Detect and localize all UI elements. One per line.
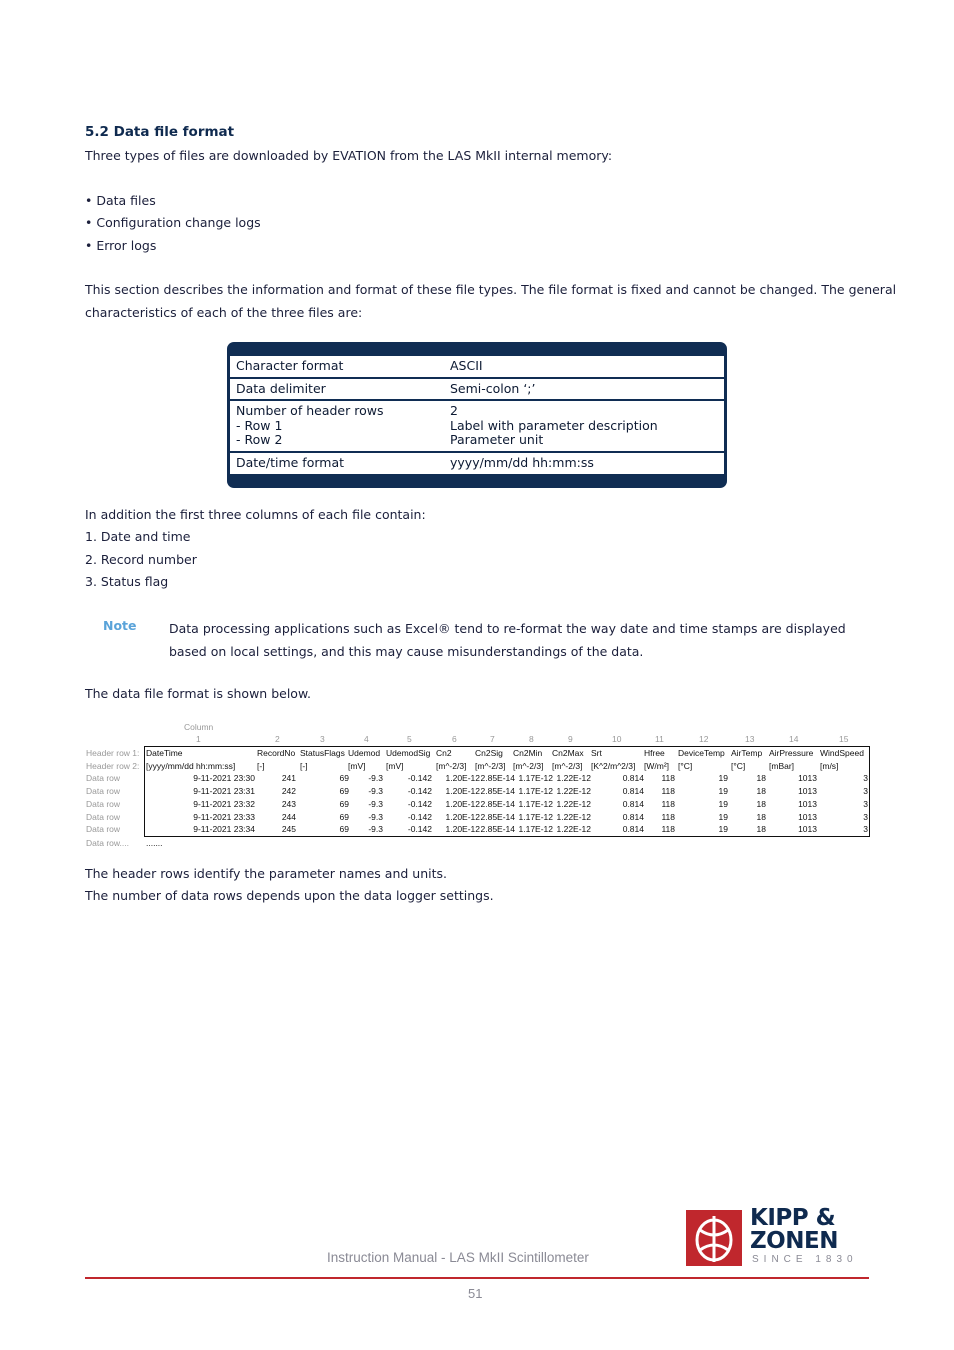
unit-cell: [°C] (731, 761, 746, 771)
column-number: 8 (529, 734, 534, 744)
data-cell: 69 (339, 812, 349, 822)
data-cell: 1.20E-12 (445, 773, 480, 783)
table-row (230, 356, 724, 379)
header-cell: Srt (591, 748, 602, 758)
data-cell: 18 (756, 773, 766, 783)
data-cell: 0.814 (622, 786, 644, 796)
unit-cell: [W/m²] (644, 761, 670, 771)
data-cell: 69 (339, 824, 349, 834)
description-line: characteristics of each of the three files are: (85, 305, 363, 320)
data-cell: 18 (756, 799, 766, 809)
sheet-grid (144, 746, 870, 837)
data-cell: 242 (281, 786, 296, 796)
row-label: Data row (86, 799, 121, 809)
table-value: Semi-colon ‘;’ (450, 381, 536, 396)
data-cell: 1013 (798, 786, 817, 796)
table-key: Number of header rows (236, 403, 384, 418)
table-row (230, 453, 724, 474)
table-value: ASCII (450, 358, 483, 373)
data-cell: 1.17E-12 (518, 786, 553, 796)
unit-cell: [m^-2/3] (513, 761, 544, 771)
logo-line: KIPP & (750, 1205, 836, 1231)
note-label: Note (103, 618, 137, 633)
list-item: 1. Date and time (85, 529, 191, 544)
data-cell: 3 (863, 812, 868, 822)
row-label: Data row (86, 812, 121, 822)
kipp-zonen-logo-icon (686, 1210, 742, 1266)
unit-cell: [mBar] (769, 761, 795, 771)
header-cell: AirPressure (769, 748, 814, 758)
header-cell: WindSpeed (820, 748, 864, 758)
data-cell: 1013 (798, 773, 817, 783)
data-cell: 118 (661, 799, 675, 809)
data-cell: 1.22E-12 (556, 812, 591, 822)
header-cell: Cn2 (436, 748, 452, 758)
column-number: 1 (196, 734, 201, 744)
unit-cell: [yyyy/mm/dd hh:mm:ss] (146, 761, 236, 771)
data-cell: 3 (863, 799, 868, 809)
data-cell: 1.22E-12 (556, 786, 591, 796)
logo-since: SINCE 1830 (752, 1254, 858, 1265)
unit-cell: [mV] (348, 761, 366, 771)
row-label: Data row (86, 824, 121, 834)
section-title: 5.2 Data file format (85, 124, 235, 140)
column-number: 4 (364, 734, 369, 744)
footer-title: Instruction Manual - LAS MkII Scintillometer (327, 1250, 589, 1265)
unit-cell: [m^-2/3] (436, 761, 467, 771)
unit-cell: [mV] (386, 761, 404, 771)
column-label: Column (184, 722, 214, 732)
table-value: 2 (450, 403, 458, 418)
table-key: Data delimiter (236, 381, 326, 396)
table-value: yyyy/mm/dd hh:mm:ss (450, 455, 594, 470)
header-cell: DateTime (146, 748, 183, 758)
data-cell: 9-11-2021 23:31 (193, 786, 255, 796)
table-row (230, 401, 724, 453)
data-cell: 1.20E-12 (445, 812, 480, 822)
table-key: Character format (236, 358, 344, 373)
data-cell: 1013 (798, 812, 817, 822)
data-cell: -9.3 (368, 824, 383, 834)
header-cell: Cn2Min (513, 748, 543, 758)
first-columns-intro: In addition the first three columns of each file contain: (85, 507, 426, 522)
header-cell: RecordNo (257, 748, 296, 758)
unit-cell: [-] (257, 761, 265, 771)
description-line: This section describes the information and format of these file types. The file format is fixed and cannot be changed. The general (85, 282, 897, 297)
data-cell: 1.20E-12 (445, 824, 480, 834)
unit-cell: [m^-2/3] (475, 761, 506, 771)
row-label: Data row (86, 773, 121, 783)
column-number: 3 (320, 734, 325, 744)
data-cell: 1.22E-12 (556, 773, 591, 783)
data-cell: 69 (339, 799, 349, 809)
note-text: Data processing applications such as Excel® tend to re-format the way date and time stamps are displayed based on local settings, and this may cause misunderstandings of the data. (169, 621, 846, 659)
data-cell: 3 (863, 824, 868, 834)
table-value: Label with parameter description (450, 417, 658, 433)
data-cell: 118 (661, 812, 675, 822)
data-cell: 2.85E-14 (480, 799, 515, 809)
footer-divider (85, 1277, 869, 1279)
row-label: Header row 2: (86, 761, 140, 771)
data-cell: 19 (718, 824, 728, 834)
header-cell: UdemodSig (386, 748, 431, 758)
data-cell: 9-11-2021 23:34 (193, 824, 255, 834)
column-number: 14 (789, 734, 799, 744)
header-cell: AirTemp (731, 748, 763, 758)
data-cell: 118 (661, 824, 675, 834)
data-cell: 3 (863, 786, 868, 796)
list-item: 3. Status flag (85, 574, 169, 589)
header-cell: Udemod (348, 748, 381, 758)
unit-cell: [-] (300, 761, 308, 771)
column-number: 7 (490, 734, 495, 744)
trailing-dots: ....... (146, 838, 163, 848)
table-row (230, 379, 724, 401)
list-item: • Error logs (85, 238, 157, 253)
data-cell: 2.85E-14 (480, 786, 515, 796)
closing-text: The header rows identify the parameter names and units. (85, 866, 447, 881)
list-item: • Configuration change logs (85, 215, 261, 230)
column-number: 12 (699, 734, 709, 744)
column-number: 5 (407, 734, 412, 744)
unit-cell: [m^-2/3] (552, 761, 583, 771)
data-cell: 9-11-2021 23:30 (193, 773, 255, 783)
data-cell: 243 (281, 799, 296, 809)
column-number: 2 (275, 734, 280, 744)
unit-cell: [°C] (678, 761, 693, 771)
data-cell: 19 (718, 812, 728, 822)
data-cell: 69 (339, 786, 349, 796)
column-number: 10 (612, 734, 622, 744)
characteristics-table (227, 342, 727, 488)
data-cell: 69 (339, 773, 349, 783)
data-cell: -9.3 (368, 812, 383, 822)
data-cell: 0.814 (622, 773, 644, 783)
data-cell: 1.17E-12 (518, 812, 553, 822)
data-cell: 2.85E-14 (480, 773, 515, 783)
data-cell: 9-11-2021 23:32 (193, 799, 255, 809)
page-number: 51 (468, 1286, 483, 1301)
data-cell: 1013 (798, 799, 817, 809)
data-cell: -9.3 (368, 773, 383, 783)
column-number: 11 (655, 734, 664, 744)
column-number: 15 (839, 734, 849, 744)
data-cell: 118 (661, 786, 675, 796)
data-cell: -0.142 (407, 799, 432, 809)
logo-wordmark (750, 1207, 838, 1253)
data-cell: 1013 (798, 824, 817, 834)
data-cell: 1.17E-12 (518, 799, 553, 809)
header-cell: Hfree (644, 748, 665, 758)
data-cell: 244 (281, 812, 296, 822)
data-cell: 1.22E-12 (556, 799, 591, 809)
header-cell: Cn2Max (552, 748, 584, 758)
data-cell: -0.142 (407, 812, 432, 822)
header-cell: Cn2Sig (475, 748, 503, 758)
data-cell: 1.20E-12 (445, 786, 480, 796)
data-cell: -9.3 (368, 799, 383, 809)
data-cell: 9-11-2021 23:33 (193, 812, 255, 822)
column-number: 9 (568, 734, 573, 744)
table-key: Date/time format (236, 455, 345, 470)
unit-cell: [m/s] (820, 761, 839, 771)
table-key: - Row 2 (236, 432, 283, 447)
table-value: Parameter unit (450, 432, 544, 447)
logo-line: ZONEN (750, 1228, 838, 1254)
closing-text: The number of data rows depends upon the data logger settings. (85, 888, 494, 903)
data-cell: 18 (756, 812, 766, 822)
row-label: Data row (86, 786, 121, 796)
data-cell: 1.17E-12 (518, 773, 553, 783)
data-cell: 0.814 (622, 812, 644, 822)
data-cell: 2.85E-14 (480, 824, 515, 834)
data-cell: 0.814 (622, 799, 644, 809)
column-number: 6 (452, 734, 457, 744)
list-item: • Data files (85, 193, 156, 208)
data-cell: 19 (718, 799, 728, 809)
data-cell: 19 (718, 786, 728, 796)
data-cell: -9.3 (368, 786, 383, 796)
header-cell: StatusFlags (300, 748, 345, 758)
format-intro: The data file format is shown below. (85, 686, 311, 701)
table-key: - Row 1 (236, 417, 283, 433)
data-cell: 245 (281, 824, 296, 834)
list-item: 2. Record number (85, 552, 197, 567)
data-cell: 0.814 (622, 824, 644, 834)
data-cell: 1.17E-12 (518, 824, 553, 834)
header-cell: DeviceTemp (678, 748, 725, 758)
data-cell: 19 (718, 773, 728, 783)
unit-cell: [K^2/m^2/3] (591, 761, 636, 771)
row-label: Header row 1: (86, 748, 140, 758)
row-label: Data row.... (86, 838, 129, 848)
data-cell: 1.20E-12 (445, 799, 480, 809)
data-cell: 18 (756, 824, 766, 834)
column-number: 13 (745, 734, 755, 744)
data-cell: -0.142 (407, 786, 432, 796)
data-cell: 18 (756, 786, 766, 796)
data-cell: -0.142 (407, 824, 432, 834)
data-cell: 118 (661, 773, 675, 783)
data-cell: 2.85E-14 (480, 812, 515, 822)
data-cell: 3 (863, 773, 868, 783)
data-cell: 241 (281, 773, 296, 783)
intro-text: Three types of files are downloaded by EVATION from the LAS MkII internal memory: (85, 148, 613, 163)
data-cell: 1.22E-12 (556, 824, 591, 834)
data-cell: -0.142 (407, 773, 432, 783)
